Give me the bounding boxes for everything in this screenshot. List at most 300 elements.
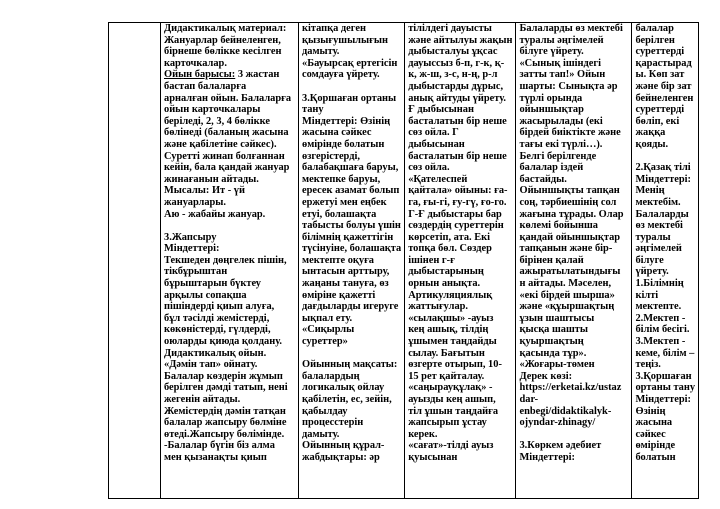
- text-line: [408, 104, 512, 116]
- text-line: [519, 58, 628, 70]
- text-run: Өзінің: [635, 405, 666, 417]
- table-cell-col-3: [405, 23, 516, 499]
- text-line: [164, 209, 295, 221]
- text-run: ұзын шаштысы: [519, 312, 595, 324]
- text-run: жабдықтары: әр: [302, 451, 380, 463]
- cell-text-col-5: [635, 23, 695, 498]
- text-line: [519, 23, 628, 35]
- text-line: [164, 174, 295, 186]
- text-line: [408, 23, 512, 35]
- text-run: теңіз.: [635, 359, 661, 371]
- text-run: 3.Мектеп -: [635, 336, 686, 348]
- text-line: [408, 382, 512, 394]
- text-run: білімнің қажеттігін: [302, 231, 394, 243]
- text-run: қызығушылығын: [302, 34, 388, 46]
- text-run: Міндеттері:: [519, 451, 575, 463]
- text-run: өзгерістерді,: [302, 150, 360, 162]
- text-run: пішіндерді қиып алуға,: [164, 301, 275, 313]
- text-run: өзгерте отырып, 10-: [408, 359, 502, 371]
- text-run: жаттығулар.: [408, 301, 469, 313]
- text-line: [164, 197, 295, 209]
- text-line: [408, 139, 512, 151]
- text-line: [635, 174, 695, 186]
- text-line: [408, 232, 512, 244]
- text-run: тану: [302, 104, 324, 116]
- text-line: [408, 35, 512, 47]
- text-run: дыбысынан: [408, 138, 465, 150]
- text-line: [164, 243, 295, 255]
- text-line: [302, 151, 401, 163]
- text-line: [635, 46, 695, 58]
- text-run: арналған ойын. Балаларға: [164, 92, 292, 104]
- text-run: -Балалар бүгін біз алма: [164, 440, 275, 452]
- text-run: Жануарлар бейнеленген,: [164, 34, 281, 46]
- text-run: «Сиқырлы: [302, 324, 355, 336]
- text-line: [408, 58, 512, 70]
- text-run: қасында тұр».: [519, 347, 587, 359]
- text-run: ынтасын арттыру,: [302, 266, 390, 278]
- text-run: бірнеше бөлікке кесілген: [164, 46, 282, 58]
- text-run: дыбыстарының: [408, 266, 484, 278]
- text-line: [164, 116, 295, 128]
- text-run: қайтала» ойыны: ға-: [408, 185, 508, 197]
- text-line: [635, 382, 695, 394]
- text-run: және айтылуы жақын: [408, 34, 513, 46]
- text-line: [519, 69, 628, 81]
- text-run: Міндеттері:: [164, 243, 220, 255]
- text-line: [164, 162, 295, 174]
- text-line: [164, 336, 295, 348]
- text-line: [164, 301, 295, 313]
- text-line: [635, 278, 695, 290]
- blank-line: [635, 151, 695, 163]
- text-line: [408, 185, 512, 197]
- text-line: [302, 139, 401, 151]
- text-line: [519, 209, 628, 221]
- text-run: қысқа шашты: [519, 324, 588, 336]
- text-run: ортаны тану: [635, 382, 696, 394]
- text-line: [164, 313, 295, 325]
- text-line: [164, 348, 295, 360]
- text-run: өміріндe: [635, 440, 676, 452]
- text-line: [635, 185, 695, 197]
- text-line: [302, 278, 401, 290]
- text-line: [164, 429, 295, 441]
- text-run: соң, тәрбиешінің сол: [519, 196, 617, 208]
- text-line: [408, 290, 512, 302]
- text-line: [164, 266, 295, 278]
- text-line: [635, 127, 695, 139]
- text-run: шарты: Сынықта әр: [519, 80, 618, 92]
- text-line: [635, 313, 695, 325]
- cell-text-col-1: [164, 23, 295, 498]
- source-link-text[interactable]: [519, 406, 628, 418]
- text-line: [302, 371, 401, 383]
- text-line: [408, 162, 512, 174]
- text-line: [302, 127, 401, 139]
- text-run: көрсетіп, ата. Екі: [408, 231, 491, 243]
- text-line: [164, 151, 295, 163]
- text-run: тілілдегі дауысты: [408, 23, 492, 34]
- text-line: [635, 394, 695, 406]
- text-line: [519, 81, 628, 93]
- text-run: өміріне қажетті: [302, 289, 376, 301]
- text-line: [635, 162, 695, 174]
- text-line: [302, 46, 401, 58]
- text-run: беріледі, 2, 3, 4 бөлікке: [164, 115, 270, 127]
- text-run: Балаларды: [635, 208, 689, 220]
- table-cell-empty-left: [109, 23, 161, 499]
- text-line: [408, 440, 512, 452]
- table-cell-col-2: [299, 23, 405, 499]
- text-line: [519, 162, 628, 174]
- text-line: [635, 452, 695, 464]
- text-run: сөз ойла. Г: [408, 127, 459, 139]
- text-line: [164, 58, 295, 70]
- text-run: және қабілетіне сәйкес).: [164, 138, 277, 150]
- text-line: [302, 417, 401, 429]
- text-run: сөз ойла.: [408, 162, 450, 174]
- text-line: [635, 104, 695, 116]
- text-run: Дерек көзі:: [519, 370, 573, 382]
- text-line: [302, 104, 401, 116]
- text-run: Дидактикалық материал:: [164, 23, 287, 34]
- text-run: балалардың: [302, 370, 360, 382]
- text-run: суреттер»: [302, 336, 348, 348]
- text-run: «Сынық ішіндегі: [519, 57, 601, 69]
- text-run: сөздердің суреттерін: [408, 220, 504, 232]
- text-run: Ойынның мақсаты:: [302, 359, 398, 371]
- text-line: [164, 93, 295, 105]
- text-line: [408, 336, 512, 348]
- text-run: «сылақшы» -ауыз: [408, 312, 494, 324]
- text-run: ойын карточкалары: [164, 104, 261, 116]
- text-run: қуыршақтың: [519, 336, 584, 348]
- text-line: [302, 23, 401, 35]
- text-line: [302, 116, 401, 128]
- text-line: [302, 313, 401, 325]
- text-line: [302, 209, 401, 221]
- text-run: көлемі бойынша: [519, 220, 598, 232]
- text-line: [519, 127, 628, 139]
- text-run: ауызды кең ашып,: [408, 394, 496, 405]
- text-line: [408, 324, 512, 336]
- text-line: [408, 359, 512, 371]
- text-run: Дидактикалық ойын.: [164, 347, 267, 359]
- text-run: бастайды.: [519, 173, 567, 185]
- text-run: орнын анықта.: [408, 278, 481, 290]
- cell-text-col-3: [408, 23, 512, 498]
- text-run: жануарлары.: [164, 196, 227, 208]
- text-run: «Жоғары-төмен: [519, 359, 595, 371]
- text-line: [164, 69, 295, 81]
- text-line: [519, 197, 628, 209]
- text-run: Міндеттері: Өзінің: [302, 115, 391, 127]
- text-run: берілген дәмді татып, нені: [164, 382, 288, 394]
- text-line: [635, 417, 695, 429]
- text-line: [635, 348, 695, 360]
- text-run: «Дәмін тап» ойнату.: [164, 359, 258, 371]
- text-run: ересек азамат болып: [302, 185, 400, 197]
- text-run: туралы әңгімелей: [519, 34, 604, 46]
- text-run: табысты болуы үшін: [302, 220, 401, 232]
- text-run: ықпал ету.: [302, 312, 353, 324]
- text-run: ұшымен таңдайды: [408, 336, 497, 348]
- text-line: [302, 162, 401, 174]
- text-line: [164, 139, 295, 151]
- text-line: [302, 324, 401, 336]
- text-line: [519, 35, 628, 47]
- text-run: ажыратылатындығы: [519, 266, 621, 278]
- text-line: [635, 197, 695, 209]
- text-run: мектепте оқуға: [302, 254, 374, 266]
- source-link-text[interactable]: [519, 394, 628, 406]
- text-line: [408, 313, 512, 325]
- text-line: [635, 220, 695, 232]
- text-run: Ойын барысы:: [164, 69, 236, 81]
- text-line: [302, 301, 401, 313]
- text-line: [408, 255, 512, 267]
- text-run: көкөністерді, гүлдерді,: [164, 324, 271, 336]
- table-cell-col-5: [632, 23, 699, 499]
- text-run: сылау. Бағытын: [408, 347, 485, 359]
- text-run: жағына тұрады. Олар: [519, 208, 624, 220]
- text-run: дыбыстарды дұрыс,: [408, 80, 504, 92]
- text-line: [164, 382, 295, 394]
- text-line: [164, 440, 295, 452]
- text-run: қабылдау: [302, 405, 348, 417]
- text-line: [519, 348, 628, 360]
- text-run: 2.Мектеп -: [635, 312, 686, 324]
- text-line: [408, 417, 512, 429]
- text-line: [164, 417, 295, 429]
- text-run: Г-Ғ дыбыстары бар: [408, 208, 502, 220]
- blank-line: [164, 220, 295, 232]
- text-line: [302, 336, 401, 348]
- text-run: Текшеден дөңгелек пішін,: [164, 254, 287, 266]
- text-line: [408, 151, 512, 163]
- text-run: білуге: [635, 254, 664, 266]
- text-run: бейнеленген: [635, 92, 694, 104]
- text-run: балалар іздей: [519, 162, 584, 174]
- text-run: дамыту.: [302, 428, 340, 440]
- text-line: [408, 452, 512, 464]
- text-run: балалар жапсыру бөлміне: [164, 417, 287, 429]
- text-line: [635, 336, 695, 348]
- text-line: [519, 93, 628, 105]
- text-run: затты тап!» Ойын: [519, 69, 606, 81]
- text-line: [519, 139, 628, 151]
- text-line: [164, 406, 295, 418]
- text-run: білім бесігі.: [635, 324, 690, 336]
- text-run: дағдыларды игеруге: [302, 301, 399, 313]
- cell-text-col-4: [519, 23, 628, 498]
- text-run: Белгі берілгенде: [519, 150, 597, 162]
- text-line: [164, 452, 295, 464]
- text-run: «Бауырсақ ертегісін: [302, 57, 398, 69]
- text-run: 3.Жапсыру: [164, 231, 217, 243]
- text-run: берілген: [635, 34, 675, 46]
- text-line: [302, 394, 401, 406]
- text-line: [408, 46, 512, 58]
- text-run: Міндеттері:: [635, 173, 691, 185]
- text-line: [635, 371, 695, 383]
- text-run: «саңырауқұлақ» -: [408, 382, 493, 394]
- text-run: 2.Қазақ тілі: [635, 162, 691, 174]
- text-run: қабілетін, ес, зейін,: [302, 394, 392, 405]
- text-run: дауыссыз б-п, г-к, қ-: [408, 57, 505, 69]
- text-line: [302, 58, 401, 70]
- text-line: [302, 359, 401, 371]
- text-run: «Қателеспей: [408, 173, 468, 185]
- text-run: Ойынның құрал-: [302, 440, 385, 452]
- text-line: [635, 324, 695, 336]
- text-line: [164, 81, 295, 93]
- text-run: туралы: [635, 231, 671, 243]
- text-line: [519, 255, 628, 267]
- text-line: [164, 290, 295, 302]
- text-line: [302, 69, 401, 81]
- text-run: карточкалар.: [164, 57, 227, 69]
- text-run: Мысалы: Ит - үй: [164, 185, 245, 197]
- text-run: суреттерді: [635, 104, 685, 116]
- text-line: [302, 174, 401, 186]
- text-line: [635, 116, 695, 128]
- text-run: әңгімелей: [635, 243, 682, 255]
- text-line: [408, 301, 512, 313]
- text-run: бөліп, екі: [635, 115, 680, 127]
- text-line: [635, 266, 695, 278]
- text-run: өз мектебі: [635, 220, 683, 232]
- table-row: [109, 23, 699, 499]
- text-run: Артикуляциялық: [408, 289, 493, 301]
- text-line: [408, 394, 512, 406]
- text-run: жасына сәйкес: [302, 127, 372, 139]
- text-line: [164, 232, 295, 244]
- text-run: Менің: [635, 185, 665, 197]
- text-line: [519, 324, 628, 336]
- text-line: [519, 151, 628, 163]
- text-line: [635, 23, 695, 35]
- text-run: жапсырып ұстау: [408, 417, 487, 429]
- text-line: [519, 371, 628, 383]
- source-link-text[interactable]: [519, 382, 628, 394]
- text-line: [408, 69, 512, 81]
- text-run: қандай ойыншықтар: [519, 231, 621, 243]
- text-run: топқа бөл. Сөздер: [408, 243, 492, 255]
- text-line: [519, 278, 628, 290]
- text-line: [635, 139, 695, 151]
- text-line: [408, 174, 512, 186]
- text-line: [519, 104, 628, 116]
- text-line: [164, 185, 295, 197]
- text-line: [302, 255, 401, 267]
- text-run: «екі бірдей шырша»: [519, 289, 615, 301]
- text-line: [408, 429, 512, 441]
- text-run: Аю - жабайы жануар.: [164, 208, 266, 220]
- text-run: балабақшаға баруы,: [302, 162, 399, 174]
- text-run: жинағанын айтады.: [164, 173, 259, 185]
- text-run: Балалар көздерін жұмып: [164, 370, 283, 382]
- text-line: [408, 209, 512, 221]
- source-link-text[interactable]: [519, 417, 628, 429]
- text-line: [519, 359, 628, 371]
- text-run: Суретті жинап болғаннан: [164, 150, 285, 162]
- text-run: мен қызанақты қиып: [164, 451, 267, 463]
- text-line: [164, 359, 295, 371]
- text-line: [164, 371, 295, 383]
- text-run: жегенін айтады.: [164, 394, 241, 405]
- text-run: ы. Көп зат: [635, 69, 685, 81]
- text-run: басталатын бір неше: [408, 150, 507, 162]
- text-line: [408, 406, 512, 418]
- text-run: үйрету.: [635, 266, 669, 278]
- text-line: [519, 452, 628, 464]
- text-line: [408, 278, 512, 290]
- table-cell-col-1: [161, 23, 299, 499]
- text-run: түрлі орында: [519, 92, 583, 104]
- text-run: бөлінеді (баланың жасына: [164, 127, 289, 139]
- text-run: ойыншықтар: [519, 104, 584, 116]
- text-line: [164, 46, 295, 58]
- text-run: болатын: [635, 451, 676, 463]
- text-line: [519, 185, 628, 197]
- text-line: [302, 220, 401, 232]
- text-run: жаңаны тануға, өз: [302, 278, 389, 290]
- text-run: процесстерін: [302, 417, 364, 429]
- text-run: бұл тәсілді жемістерді,: [164, 312, 270, 324]
- blank-line: [519, 429, 628, 441]
- text-run: тағы екі түрлі…).: [519, 138, 603, 150]
- text-line: [519, 290, 628, 302]
- text-run: балалар: [635, 23, 674, 34]
- text-run: кең ашық, тілдің: [408, 324, 489, 336]
- text-run: бірінен қалай: [519, 254, 584, 266]
- text-line: [408, 220, 512, 232]
- text-run: етуі, болашақта: [302, 208, 377, 220]
- text-line: [302, 266, 401, 278]
- text-run: га, ғы-гі, ғу-гү, ғо-го.: [408, 196, 507, 208]
- text-line: [164, 104, 295, 116]
- text-run: және «құыршақтың: [519, 301, 615, 313]
- text-line: [635, 69, 695, 81]
- text-line: [635, 255, 695, 267]
- text-line: [635, 209, 695, 221]
- text-run: тіл ұшын таңдайға: [408, 405, 499, 417]
- text-run: оюларды қиюда қолдану.: [164, 336, 282, 348]
- text-line: [408, 93, 512, 105]
- text-line: [164, 35, 295, 47]
- text-line: [302, 406, 401, 418]
- text-line: [519, 301, 628, 313]
- text-line: [302, 35, 401, 47]
- text-line: [519, 243, 628, 255]
- text-line: [164, 278, 295, 290]
- text-run: суреттерді: [635, 46, 685, 58]
- text-line: [408, 266, 512, 278]
- text-line: [408, 81, 512, 93]
- text-run: ержетуі мен еңбек: [302, 196, 387, 208]
- text-run: өміріндe болатын: [302, 138, 385, 150]
- text-run: түсінуіне, болашақта: [302, 243, 402, 255]
- text-run: Балаларды өз мектебі: [519, 23, 623, 34]
- text-run: дамыту.: [302, 46, 340, 58]
- text-run: кеме, білім –: [635, 347, 695, 359]
- lesson-plan-table: [108, 22, 699, 499]
- text-line: [519, 220, 628, 232]
- text-line: [408, 116, 512, 128]
- text-line: [408, 371, 512, 383]
